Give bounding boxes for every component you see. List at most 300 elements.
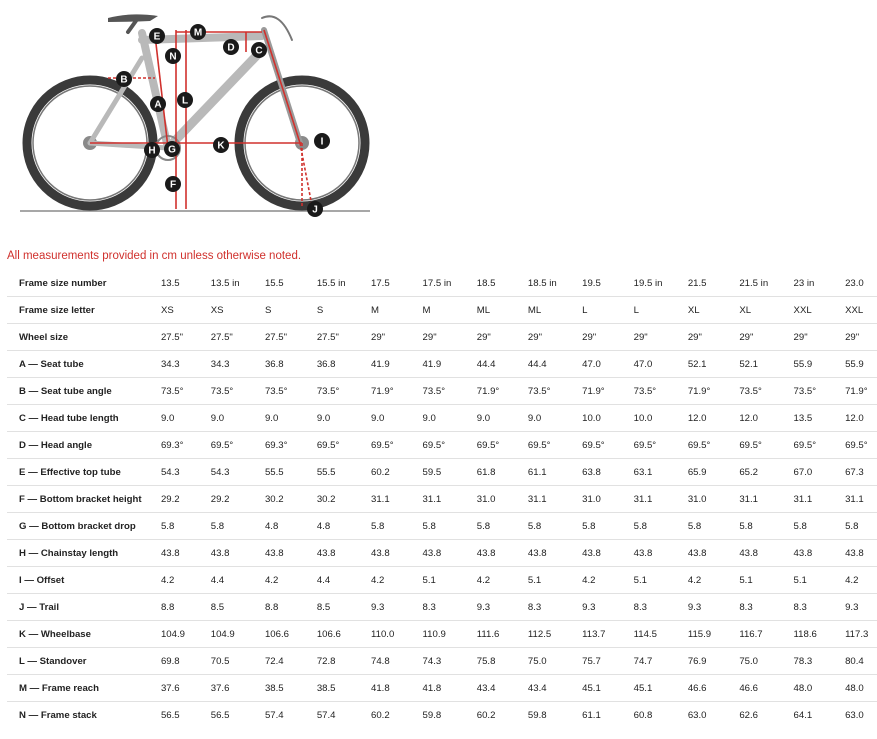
table-cell: 8.3 [410, 594, 464, 621]
table-cell: 106.6 [252, 621, 304, 648]
table-cell: 44.4 [515, 351, 569, 378]
table-cell: 37.6 [198, 675, 252, 702]
table-cell: 29" [781, 324, 833, 351]
marker-k [213, 137, 229, 153]
svg-text:M: M [193, 27, 203, 39]
table-cell: 31.1 [410, 486, 464, 513]
table-cell: 18.5 in [515, 270, 569, 297]
table-cell: 69.5° [569, 432, 621, 459]
table-cell: 71.9° [569, 378, 621, 405]
table-cell: 8.3 [781, 594, 833, 621]
table-row [7, 540, 877, 567]
row-label: G — Bottom bracket drop [7, 513, 148, 540]
table-cell: 27.5" [148, 324, 198, 351]
table-row [7, 621, 877, 648]
table-cell: 9.3 [464, 594, 515, 621]
table-cell: 29.2 [198, 486, 252, 513]
table-cell: 8.5 [198, 594, 252, 621]
table-cell: 60.8 [633, 709, 653, 721]
row-label: N — Frame stack [19, 709, 97, 721]
table-cell: 80.4 [832, 648, 877, 675]
table-cell: 46.6 [726, 675, 780, 702]
table-cell: M [410, 297, 464, 324]
table-cell: 64.1 [793, 709, 813, 721]
row-label: Wheel size [7, 324, 148, 351]
table-cell: 5.1 [621, 567, 675, 594]
marker-m [190, 24, 206, 40]
table-cell: 29" [621, 324, 675, 351]
table-cell: 4.2 [252, 567, 304, 594]
table-cell: 21.5 [675, 270, 727, 297]
table-cell: 4.2 [832, 567, 877, 594]
table-cell: 19.5 in [621, 270, 675, 297]
table-row [7, 351, 877, 378]
table-cell: 72.4 [252, 648, 304, 675]
table-cell: 104.9 [148, 621, 198, 648]
table-cell: 5.8 [726, 513, 780, 540]
table-cell: 43.8 [726, 540, 780, 567]
table-cell: 8.3 [515, 594, 569, 621]
row-label: D — Head angle [7, 432, 148, 459]
table-cell: 69.3° [252, 432, 304, 459]
table-cell: 5.1 [781, 567, 833, 594]
table-cell: 76.9 [675, 648, 727, 675]
table-row [7, 648, 877, 675]
table-cell: 57.4 [316, 709, 336, 721]
table-cell: S [304, 297, 358, 324]
table-cell: 4.2 [464, 567, 515, 594]
table-cell: 69.5° [304, 432, 358, 459]
table-cell: 8.3 [621, 594, 675, 621]
table-cell: 29" [726, 324, 780, 351]
table-cell: 69.5° [621, 432, 675, 459]
table-cell: 111.6 [464, 621, 515, 648]
table-row [7, 297, 877, 324]
table-cell: 73.5° [198, 378, 252, 405]
table-cell: 15.5 [252, 270, 304, 297]
svg-text:B: B [120, 74, 128, 86]
table-cell: 43.8 [410, 540, 464, 567]
units-note: All measurements provided in cm unless otherwise noted. [7, 250, 302, 262]
table-cell: 38.5 [252, 675, 304, 702]
table-cell: 5.8 [621, 513, 675, 540]
table-cell: 56.5 [210, 709, 230, 721]
table-cell: L [569, 297, 621, 324]
table-row [7, 702, 877, 729]
table-cell: 67.3 [832, 459, 877, 486]
table-cell: ML [464, 297, 515, 324]
table-cell: 5.1 [410, 567, 464, 594]
table-cell: 8.8 [252, 594, 304, 621]
row-label: L — Standover [7, 648, 148, 675]
table-cell: 15.5 in [304, 270, 358, 297]
table-cell: 9.0 [410, 405, 464, 432]
table-cell: 29" [832, 324, 877, 351]
table-cell: XS [148, 297, 198, 324]
table-cell: 4.2 [569, 567, 621, 594]
table-cell: 71.9° [464, 378, 515, 405]
table-cell: 67.0 [781, 459, 833, 486]
svg-text:I: I [320, 136, 324, 148]
table-cell: 48.0 [832, 675, 877, 702]
marker-i [314, 133, 330, 149]
table-cell: 43.8 [569, 540, 621, 567]
table-cell: 9.3 [675, 594, 727, 621]
marker-a [150, 96, 166, 112]
table-cell: 69.5° [726, 432, 780, 459]
table-cell: L [621, 297, 675, 324]
table-cell: M [358, 297, 410, 324]
table-row [7, 513, 877, 540]
table-cell: 71.9° [832, 378, 877, 405]
marker-f [165, 176, 181, 192]
table-cell: 73.5° [515, 378, 569, 405]
table-cell: 18.5 [464, 270, 515, 297]
table-cell: 41.8 [358, 675, 410, 702]
table-cell: 31.1 [832, 486, 877, 513]
table-cell: 9.0 [515, 405, 569, 432]
table-cell: 71.9° [358, 378, 410, 405]
table-cell: 9.0 [148, 405, 198, 432]
table-cell: S [252, 297, 304, 324]
svg-text:K: K [217, 140, 225, 152]
table-cell: 106.6 [304, 621, 358, 648]
table-cell: 4.2 [358, 567, 410, 594]
row-label: A — Seat tube [7, 351, 148, 378]
table-cell: 69.5° [515, 432, 569, 459]
table-cell: 54.3 [148, 459, 198, 486]
table-cell: 43.8 [464, 540, 515, 567]
table-row [7, 594, 877, 621]
table-cell: 31.0 [675, 486, 727, 513]
table-cell: 5.8 [515, 513, 569, 540]
table-cell: 78.3 [781, 648, 833, 675]
svg-text:F: F [169, 179, 177, 191]
table-cell: 27.5" [252, 324, 304, 351]
table-cell: 5.1 [726, 567, 780, 594]
table-cell: 43.4 [515, 675, 569, 702]
table-cell: 104.9 [198, 621, 252, 648]
table-cell: 63.0 [845, 709, 864, 721]
table-cell: 5.8 [464, 513, 515, 540]
table-cell: 45.1 [621, 675, 675, 702]
table-cell: 48.0 [781, 675, 833, 702]
table-cell: 65.2 [726, 459, 780, 486]
table-cell: 8.3 [726, 594, 780, 621]
table-cell: 10.0 [569, 405, 621, 432]
table-cell: 59.8 [527, 709, 547, 721]
table-cell: 31.0 [569, 486, 621, 513]
table-cell: 36.8 [304, 351, 358, 378]
table-cell: 47.0 [569, 351, 621, 378]
table-cell: 17.5 in [410, 270, 464, 297]
table-row [7, 405, 877, 432]
table-cell: 61.8 [464, 459, 515, 486]
table-cell: XS [198, 297, 252, 324]
table-cell: 12.0 [832, 405, 877, 432]
table-cell: 69.3° [148, 432, 198, 459]
table-cell: 27.5" [304, 324, 358, 351]
table-cell: 41.8 [410, 675, 464, 702]
table-cell: 8.5 [304, 594, 358, 621]
table-row [7, 675, 877, 702]
table-cell: 113.7 [569, 621, 621, 648]
table-cell: 41.9 [358, 351, 410, 378]
table-cell: 23.0 [832, 270, 877, 297]
table-cell: 72.8 [304, 648, 358, 675]
table-cell: 4.8 [252, 513, 304, 540]
table-cell: 5.8 [198, 513, 252, 540]
svg-text:N: N [169, 51, 177, 63]
table-cell: 5.8 [410, 513, 464, 540]
table-cell: 9.0 [358, 405, 410, 432]
table-cell: 118.6 [781, 621, 833, 648]
table-cell: 4.4 [304, 567, 358, 594]
table-cell: 116.7 [726, 621, 780, 648]
table-cell: 9.0 [252, 405, 304, 432]
table-cell: 73.5° [410, 378, 464, 405]
table-cell: 41.9 [410, 351, 464, 378]
table-cell: 5.8 [358, 513, 410, 540]
marker-g [164, 141, 180, 157]
table-cell: 29.2 [148, 486, 198, 513]
table-cell: 75.0 [726, 648, 780, 675]
table-cell: 43.8 [832, 540, 877, 567]
table-cell: XXL [832, 297, 877, 324]
table-cell: 5.1 [515, 567, 569, 594]
marker-c [251, 42, 267, 58]
table-cell: 37.6 [148, 675, 198, 702]
table-cell: 29" [358, 324, 410, 351]
table-cell: 62.6 [739, 709, 759, 721]
table-cell: 52.1 [726, 351, 780, 378]
marker-n [165, 48, 181, 64]
table-cell: 19.5 [569, 270, 621, 297]
row-label: Frame size number [7, 270, 148, 297]
table-cell: 43.8 [621, 540, 675, 567]
bike-geometry-diagram [0, 0, 380, 225]
table-cell: 73.5° [726, 378, 780, 405]
table-cell: 73.5° [781, 378, 833, 405]
table-cell: 9.3 [358, 594, 410, 621]
table-cell: 63.0 [687, 709, 707, 721]
row-label: I — Offset [7, 567, 148, 594]
svg-text:H: H [148, 145, 156, 157]
table-cell: 34.3 [198, 351, 252, 378]
svg-text:E: E [153, 31, 161, 43]
table-cell: 71.9° [675, 378, 727, 405]
table-cell: 43.8 [252, 540, 304, 567]
table-cell: 115.9 [675, 621, 727, 648]
table-cell: 13.5 [148, 270, 198, 297]
table-cell: 8.8 [148, 594, 198, 621]
table-cell: 114.5 [621, 621, 675, 648]
table-cell: 4.2 [148, 567, 198, 594]
table-cell: 31.1 [358, 486, 410, 513]
table-cell: 73.5° [621, 378, 675, 405]
svg-text:D: D [227, 42, 235, 54]
svg-text:G: G [168, 144, 176, 156]
table-cell: 69.5° [675, 432, 727, 459]
table-row [7, 270, 877, 297]
table-cell: 46.6 [675, 675, 727, 702]
table-cell: 29" [410, 324, 464, 351]
table-cell: 9.0 [464, 405, 515, 432]
table-cell: 38.5 [304, 675, 358, 702]
marker-b [116, 71, 132, 87]
table-cell: 5.8 [148, 513, 198, 540]
table-row [7, 324, 877, 351]
table-cell: 9.3 [569, 594, 621, 621]
table-cell: 69.5° [781, 432, 833, 459]
row-label: J — Trail [7, 594, 148, 621]
svg-text:J: J [312, 204, 318, 216]
table-cell: 63.1 [621, 459, 675, 486]
table-cell: 43.8 [148, 540, 198, 567]
table-cell: 17.5 [358, 270, 410, 297]
table-cell: ML [515, 297, 569, 324]
row-label: Frame size letter [7, 297, 148, 324]
geometry-table [7, 270, 877, 728]
table-cell: 74.3 [410, 648, 464, 675]
table-cell: 5.8 [832, 513, 877, 540]
table-cell: 63.8 [569, 459, 621, 486]
table-cell: 73.5° [148, 378, 198, 405]
marker-d [223, 39, 239, 55]
table-cell: 29" [569, 324, 621, 351]
table-cell: 9.0 [198, 405, 252, 432]
row-label: C — Head tube length [7, 405, 148, 432]
table-cell: 54.3 [198, 459, 252, 486]
table-row [7, 378, 877, 405]
marker-e [149, 28, 165, 44]
table-cell: 9.3 [832, 594, 877, 621]
table-cell: 69.5° [832, 432, 877, 459]
table-cell: 110.9 [410, 621, 464, 648]
table-cell: 31.1 [781, 486, 833, 513]
marker-h [144, 142, 160, 158]
table-cell: 61.1 [582, 709, 601, 721]
table-cell: 13.5 in [198, 270, 252, 297]
table-cell: 29" [515, 324, 569, 351]
table-cell: 117.3 [832, 621, 877, 648]
table-cell: 110.0 [358, 621, 410, 648]
table-cell: 57.4 [264, 709, 284, 721]
table-cell: 43.8 [304, 540, 358, 567]
table-row [7, 567, 877, 594]
table-cell: 21.5 in [726, 270, 780, 297]
table-cell: 59.8 [422, 709, 442, 721]
table-cell: 12.0 [726, 405, 780, 432]
table-cell: 43.8 [198, 540, 252, 567]
table-cell: 59.5 [410, 459, 464, 486]
table-cell: 55.5 [252, 459, 304, 486]
table-cell: 31.1 [621, 486, 675, 513]
table-row [7, 432, 877, 459]
marker-l [177, 92, 193, 108]
table-cell: 10.0 [621, 405, 675, 432]
table-cell: 69.5° [410, 432, 464, 459]
table-cell: 55.9 [781, 351, 833, 378]
table-cell: 74.7 [621, 648, 675, 675]
table-cell: 30.2 [252, 486, 304, 513]
table-cell: 73.5° [252, 378, 304, 405]
table-cell: 55.9 [832, 351, 877, 378]
table-cell: 60.2 [371, 709, 390, 721]
table-cell: 61.1 [515, 459, 569, 486]
table-cell: 69.5° [464, 432, 515, 459]
row-label: B — Seat tube angle [7, 378, 148, 405]
table-cell: 29" [675, 324, 727, 351]
table-cell: 69.5° [358, 432, 410, 459]
table-cell: 5.8 [675, 513, 727, 540]
table-cell: 55.5 [304, 459, 358, 486]
row-label: F — Bottom bracket height [7, 486, 148, 513]
table-cell: 43.8 [781, 540, 833, 567]
table-cell: XL [726, 297, 780, 324]
table-cell: 5.8 [781, 513, 833, 540]
table-cell: 75.7 [569, 648, 621, 675]
table-cell: 9.0 [304, 405, 358, 432]
table-cell: 69.5° [198, 432, 252, 459]
table-cell: 45.1 [569, 675, 621, 702]
table-cell: 4.8 [304, 513, 358, 540]
table-cell: 27.5" [198, 324, 252, 351]
table-cell: 43.8 [675, 540, 727, 567]
table-cell: 75.8 [464, 648, 515, 675]
table-cell: 43.8 [515, 540, 569, 567]
table-cell: 34.3 [148, 351, 198, 378]
table-cell: 44.4 [464, 351, 515, 378]
table-cell: 29" [464, 324, 515, 351]
table-cell: 112.5 [515, 621, 569, 648]
marker-j [307, 201, 323, 217]
row-label: H — Chainstay length [7, 540, 148, 567]
table-cell: 56.5 [160, 709, 180, 721]
table-cell: 13.5 [781, 405, 833, 432]
table-cell: 4.2 [675, 567, 727, 594]
table-cell: 70.5 [198, 648, 252, 675]
table-row [7, 459, 877, 486]
table-cell: 31.1 [726, 486, 780, 513]
table-cell: 47.0 [621, 351, 675, 378]
table-cell: 5.8 [569, 513, 621, 540]
table-cell: 73.5° [304, 378, 358, 405]
table-cell: 74.8 [358, 648, 410, 675]
table-cell: 52.1 [675, 351, 727, 378]
row-label: E — Effective top tube [7, 459, 148, 486]
table-cell: 75.0 [515, 648, 569, 675]
table-cell: 30.2 [304, 486, 358, 513]
table-cell: 36.8 [252, 351, 304, 378]
svg-text:L: L [181, 95, 189, 107]
svg-text:C: C [255, 45, 263, 57]
table-cell: XXL [781, 297, 833, 324]
table-cell: 31.0 [464, 486, 515, 513]
table-cell: 43.8 [358, 540, 410, 567]
table-cell: 4.4 [198, 567, 252, 594]
table-cell: 12.0 [675, 405, 727, 432]
table-cell: 60.2 [476, 709, 496, 721]
svg-text:A: A [154, 99, 162, 111]
row-label: K — Wheelbase [7, 621, 148, 648]
table-cell: 69.8 [148, 648, 198, 675]
table-cell: 60.2 [358, 459, 410, 486]
table-row [7, 486, 877, 513]
table-cell: 23 in [781, 270, 833, 297]
table-cell: 43.4 [464, 675, 515, 702]
table-cell: 65.9 [675, 459, 727, 486]
